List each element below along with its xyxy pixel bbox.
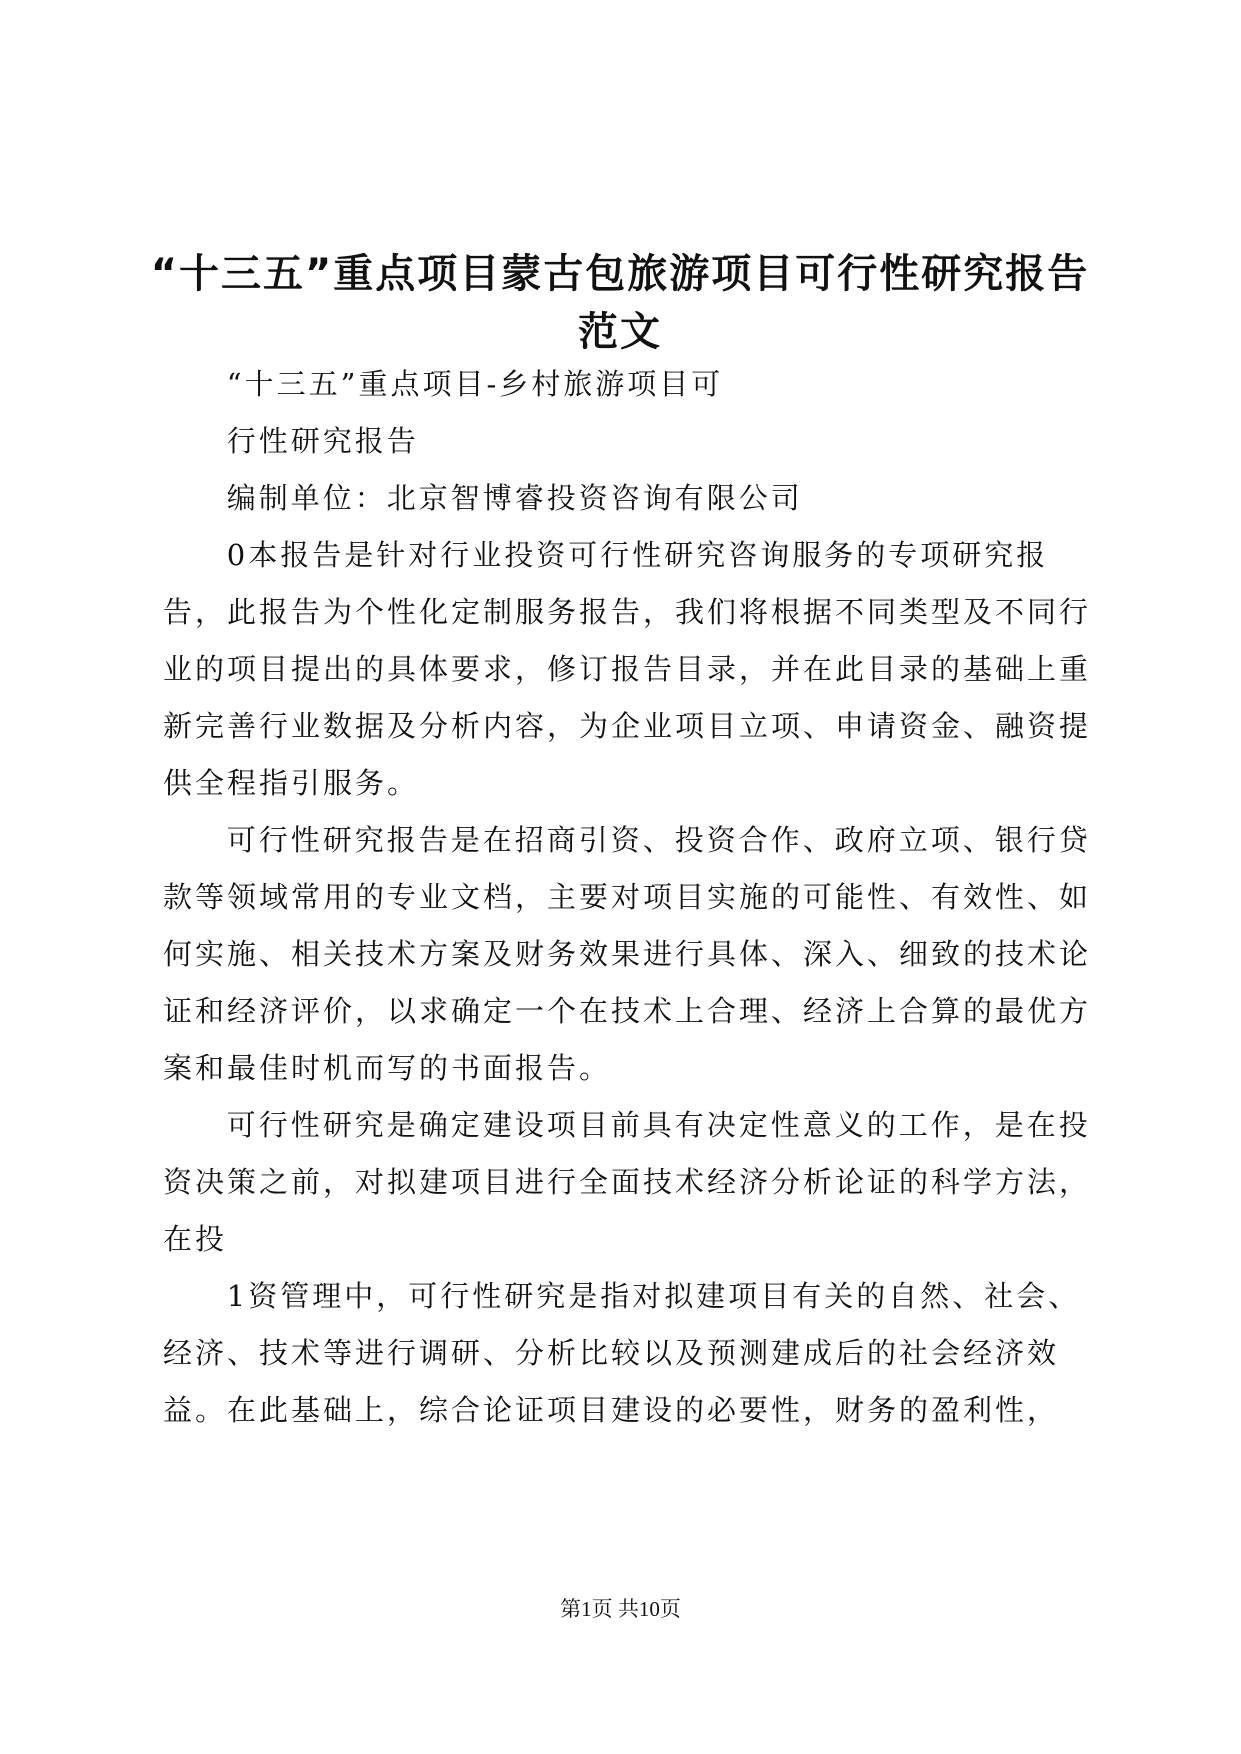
paragraph-subtitle-line-2: 行性研究报告 (226, 424, 419, 458)
document-title: “十三五”重点项目蒙古包旅游项目可行性研究报告范文 (150, 250, 1090, 355)
paragraph-definition: 可行性研究报告是在招商引资、投资合作、政府立项、银行贷款等领域常用的专业文档，主要对项目实施的可能性、有效性、如何实施、相关技术方案及财务效果进行具体、深入、细致的技术论证和经济评价，以求确定一个在技术上合理、经济上合算的最优方案和最佳时机而写的书面报告。 (163, 823, 1092, 1085)
paragraph-importance: 可行性研究是确定建设项目前具有决定性意义的工作，是在投资决策之前，对拟建项目进行全面技术经济分析论证的科学方法，在投 (163, 1108, 1092, 1256)
paragraph-intro: 0本报告是针对行业投资可行性研究咨询服务的专项研究报告，此报告为个性化定制服务报告，我们将根据不同类型及不同行业的项目提出的具体要求，修订报告目录，并在此目录的基础上重新完善行业数据及分析内容，为企业项目立项、申请资金、融资提供全程指引服务。 (163, 538, 1092, 800)
document-body (163, 356, 1093, 1439)
page-footer: 第1页 共10页 (560, 1597, 681, 1621)
paragraph-compiler: 编制单位：北京智博睿投资咨询有限公司 (226, 481, 803, 515)
paragraph-management: 1资管理中，可行性研究是指对拟建项目有关的自然、社会、经济、技术等进行调研、分析比较以及预测建成后的社会经济效益。在此基础上，综合论证项目建设的必要性，财务的盈利性， (163, 1279, 1081, 1427)
paragraph-subtitle-line-1: “十三五”重点项目-乡村旅游项目可 (226, 367, 724, 401)
